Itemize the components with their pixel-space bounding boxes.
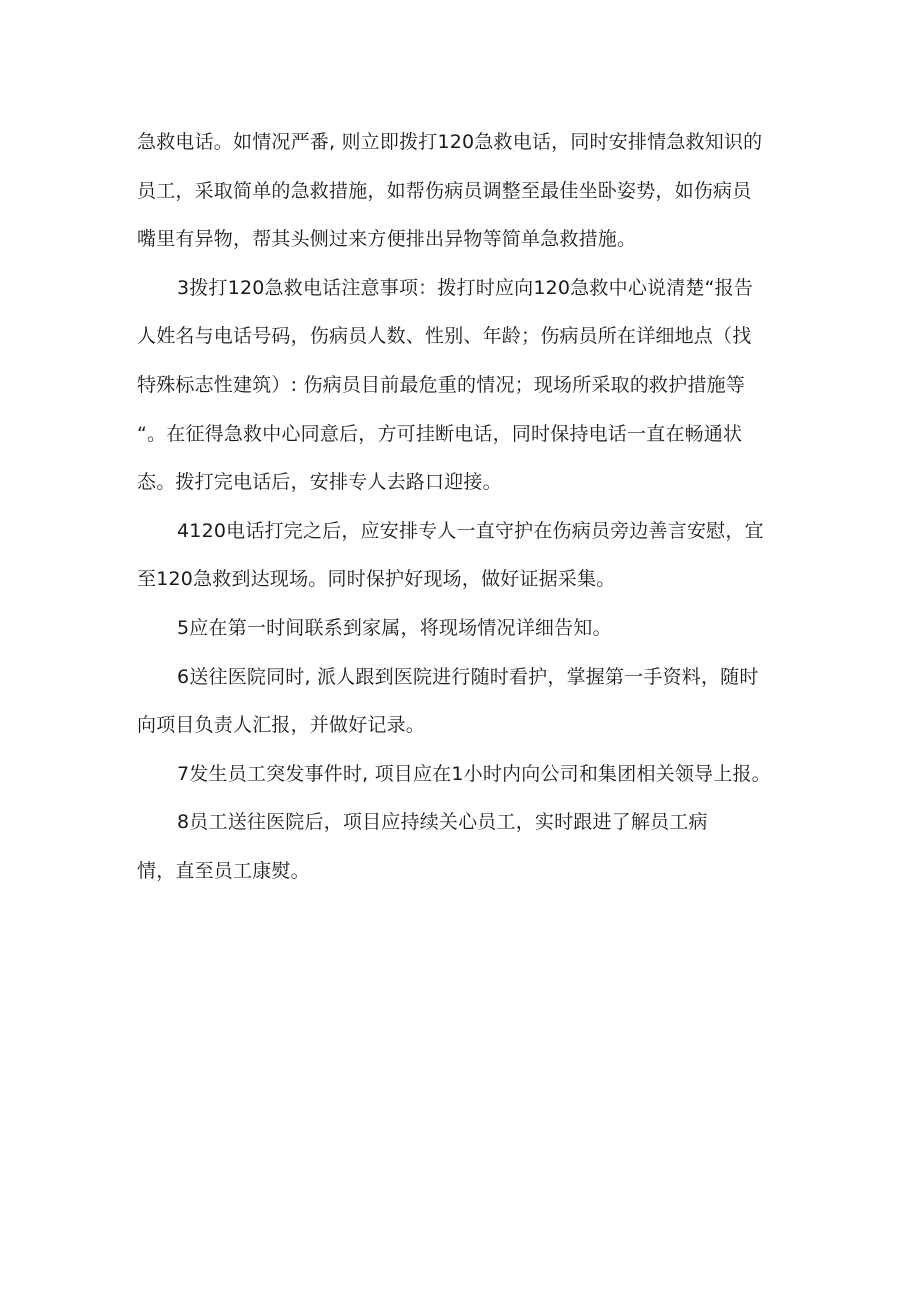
paragraph-line: 人姓名与电话号码，伤病员人数、性别、年龄；伤病员所在详细地点（找 (137, 325, 752, 348)
paragraph-line: 急救电话。如情况严番, 则立即拨打120急救电话，同时安排情急救知识的 (137, 131, 763, 153)
paragraph-line: 情，直至员工康熨。 (137, 859, 310, 882)
paragraph-line: 向项目负责人汇报，并做好记录。 (137, 714, 426, 737)
document-body (137, 118, 787, 896)
paragraph-line: 3拨打120急救电话注意事项：拨打时应向120急救中心说清楚“报告 (177, 276, 754, 299)
paragraph-line: 员工，采取简单的急救措施，如帮伤病员调整至最佳坐卧姿势，如伤病员 (137, 179, 752, 202)
paragraph-line: 态。拨打完电话后，安排专人去路口迎接。 (137, 471, 502, 494)
paragraph-line: 5应在第一时间联系到家属，将现场情况详细告知。 (177, 616, 612, 639)
paragraph-line: 特殊标志性建筑）: 伤病员目前最危重的情况；现场所采取的救护措施等 (137, 373, 746, 396)
paragraph-line: 7发生员工突发事件时, 项目应在1小时内向公司和集团相关领导上报。 (177, 762, 771, 785)
paragraph-3 (137, 507, 787, 604)
paragraph-8 (137, 847, 787, 896)
paragraph-line: 嘴里有异物，帮其头侧过来方便排出异物等简单急救措施。 (137, 228, 637, 251)
paragraph-line: 至120急救到达现场。同时保护好现场，做好证据采集。 (137, 568, 616, 591)
paragraph-line: 4120电话打完之后，应安排专人一直守护在伤病员旁边善言安慰，宜 (177, 519, 764, 542)
paragraph-7 (137, 798, 787, 847)
paragraph-4 (137, 604, 787, 653)
paragraph-1 (137, 118, 787, 264)
paragraph-line: 8员工送往医院后，项目应持续关心员工，实时跟进了解员工病 (177, 811, 708, 834)
paragraph-line: “。在征得急救中心同意后，方可挂断电话，同时保持电话一直在畅通状 (137, 422, 743, 445)
paragraph-line: 6送往医院同时, 派人跟到医院进行随时看护，掌握第一手资料，随时 (177, 665, 759, 688)
paragraph-6 (137, 750, 787, 799)
paragraph-2 (137, 264, 787, 507)
paragraph-5 (137, 653, 787, 750)
